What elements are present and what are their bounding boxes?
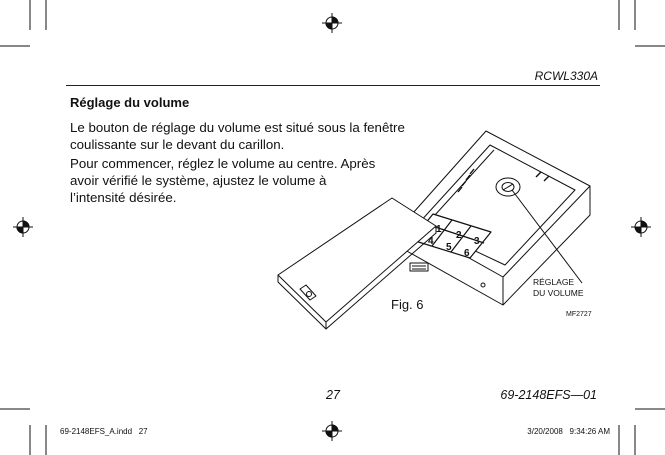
header-rule bbox=[66, 85, 600, 86]
volume-knob bbox=[496, 178, 520, 196]
button-2-label: 2 bbox=[456, 230, 462, 241]
button-4-label: 4 bbox=[428, 236, 434, 247]
figure-label: Fig. 6 bbox=[391, 297, 424, 312]
document-number: 69-2148EFS—01 bbox=[500, 388, 597, 402]
slug-file-info: 69-2148EFS_A.indd 27 bbox=[60, 427, 148, 436]
figure-code: MF2727 bbox=[566, 311, 592, 318]
button-6-label: 6 bbox=[464, 248, 470, 259]
paragraph-volume-location: Le bouton de réglage du volume est situé sous la fenêtre coulissante sur le devant du carillon. bbox=[70, 120, 405, 152]
button-5-label: 5 bbox=[446, 242, 452, 253]
section-heading: Réglage du volume bbox=[70, 95, 190, 110]
speaker-slot bbox=[410, 263, 428, 271]
button-1-label: 1 bbox=[436, 224, 442, 235]
page-number: 27 bbox=[326, 388, 340, 402]
volume-callout-label: RÉGLAGE DU VOLUME bbox=[533, 277, 584, 298]
button-3-label: 3 bbox=[474, 236, 480, 247]
slug-timestamp: 3/20/2008 9:34:26 AM bbox=[527, 427, 610, 436]
paragraph-volume-setup: Pour commencer, réglez le volume au centre. Après avoir vérifié le système, ajustez le volume à l’intensité désirée. bbox=[70, 156, 376, 205]
model-number: RCWL330A bbox=[534, 69, 598, 83]
